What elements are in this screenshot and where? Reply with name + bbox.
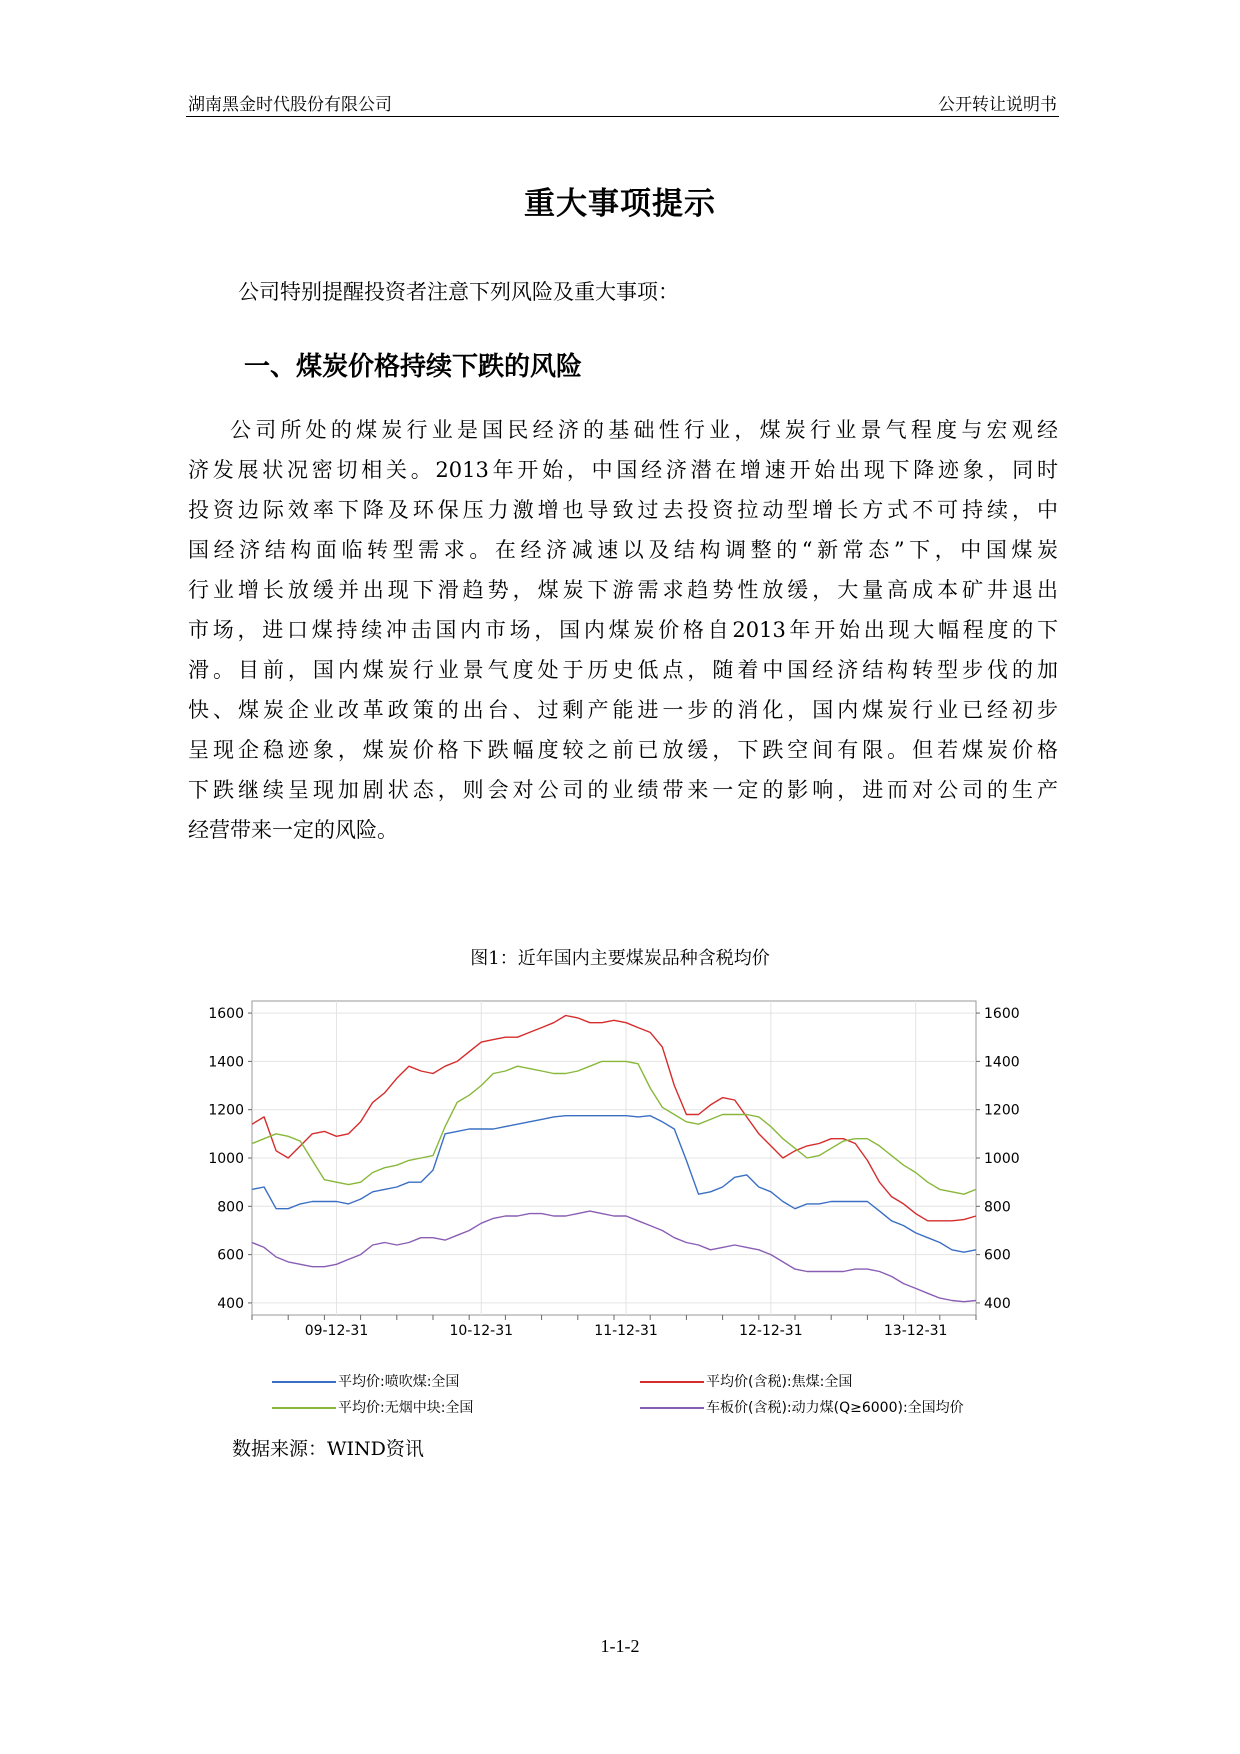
intro-text: 公司特别提醒投资者注意下列风险及重大事项： [238,280,679,304]
legend-label: 平均价:无烟中块:全国 [338,1400,474,1416]
paragraph-line: 经营带来一定的风险。 [188,818,398,842]
y-tick-label: 1600 [208,1006,244,1023]
legend-item [640,1371,852,1391]
y-tick-label: 600 [217,1247,244,1264]
paragraph-line: 行业增长放缓并出现下滑趋势，煤炭下游需求趋势性放缓，大量高成本矿井退出 [188,578,1058,602]
price-chart [186,995,1056,1430]
section-paragraph [188,410,1058,850]
legend-swatch [272,1381,336,1383]
page-header [186,86,1059,117]
paragraph-line: 公司所处的煤炭行业是国民经济的基础性行业，煤炭行业景气程度与宏观经 [230,418,1058,442]
series-line [252,1211,976,1302]
legend-label: 平均价(含税):焦煤:全国 [706,1374,853,1390]
y-tick-label: 1200 [208,1102,244,1119]
paragraph-line: 快、煤炭企业改革政策的出台、过剩产能进一步的消化，国内煤炭行业已经初步 [188,698,1058,722]
data-source: 数据来源：WIND资讯 [232,1438,424,1460]
series-line [252,1116,976,1253]
header-company: 湖南黑金时代股份有限公司 [188,95,392,115]
paragraph-line: 国经济结构面临转型需求。在经济减速以及结构调整的“新常态”下，中国煤炭 [188,538,1058,562]
paragraph-line: 下跌继续呈现加剧状态，则会对公司的业绩带来一定的影响，进而对公司的生产 [188,778,1058,802]
y-tick-label-right: 1600 [984,1006,1020,1023]
legend-swatch [640,1381,704,1383]
paragraph-line: 市场，进口煤持续冲击国内市场，国内煤炭价格自2013年开始出现大幅程度的下 [188,618,1058,642]
y-tick-label: 1000 [208,1151,244,1167]
x-tick-label: 11-12-31 [594,1323,658,1339]
legend-swatch [640,1407,704,1409]
paragraph-line: 济发展状况密切相关。2013年开始，中国经济潜在增速开始出现下降迹象，同时 [188,458,1058,482]
y-tick-label-right: 1200 [984,1102,1020,1119]
paragraph-line: 投资边际效率下降及环保压力激增也导致过去投资拉动型增长方式不可持续，中 [188,498,1058,522]
paragraph-line: 滑。目前，国内煤炭行业景气度处于历史低点，随着中国经济结构转型步伐的加 [188,658,1058,682]
y-tick-label-right: 400 [984,1295,1011,1312]
series-line [252,1061,976,1194]
section-heading: 一、煤炭价格持续下跌的风险 [244,352,583,382]
figure-caption: 图1：近年国内主要煤炭品种含税均价 [470,948,770,969]
page-title: 重大事项提示 [524,186,716,222]
page-number: 1-1-2 [600,1636,640,1656]
series-line [252,1016,976,1221]
y-tick-label-right: 600 [984,1247,1011,1264]
x-tick-label: 12-12-31 [739,1323,803,1339]
paragraph-line: 呈现企稳迹象，煤炭价格下跌幅度较之前已放缓，下跌空间有限。但若煤炭价格 [188,738,1058,762]
x-tick-label: 13-12-31 [883,1323,948,1339]
y-tick-label: 400 [217,1295,244,1312]
x-tick-label: 09-12-31 [304,1323,369,1339]
y-tick-label-right: 1000 [984,1151,1020,1167]
legend-item [272,1371,459,1391]
legend-label: 车板价(含税):动力煤(Q≥6000):全国均价 [706,1400,964,1416]
chart-svg [186,995,1056,1339]
legend-item [640,1397,964,1417]
y-tick-label: 800 [217,1199,244,1216]
legend-swatch [272,1407,336,1409]
legend-item [272,1397,473,1417]
header-doc-type: 公开转让说明书 [938,95,1057,115]
y-tick-label-right: 1400 [984,1054,1020,1071]
y-tick-label-right: 800 [984,1199,1011,1216]
x-tick-label: 10-12-31 [449,1323,514,1339]
legend-label: 平均价:喷吹煤:全国 [338,1374,460,1390]
y-tick-label: 1400 [208,1054,244,1071]
